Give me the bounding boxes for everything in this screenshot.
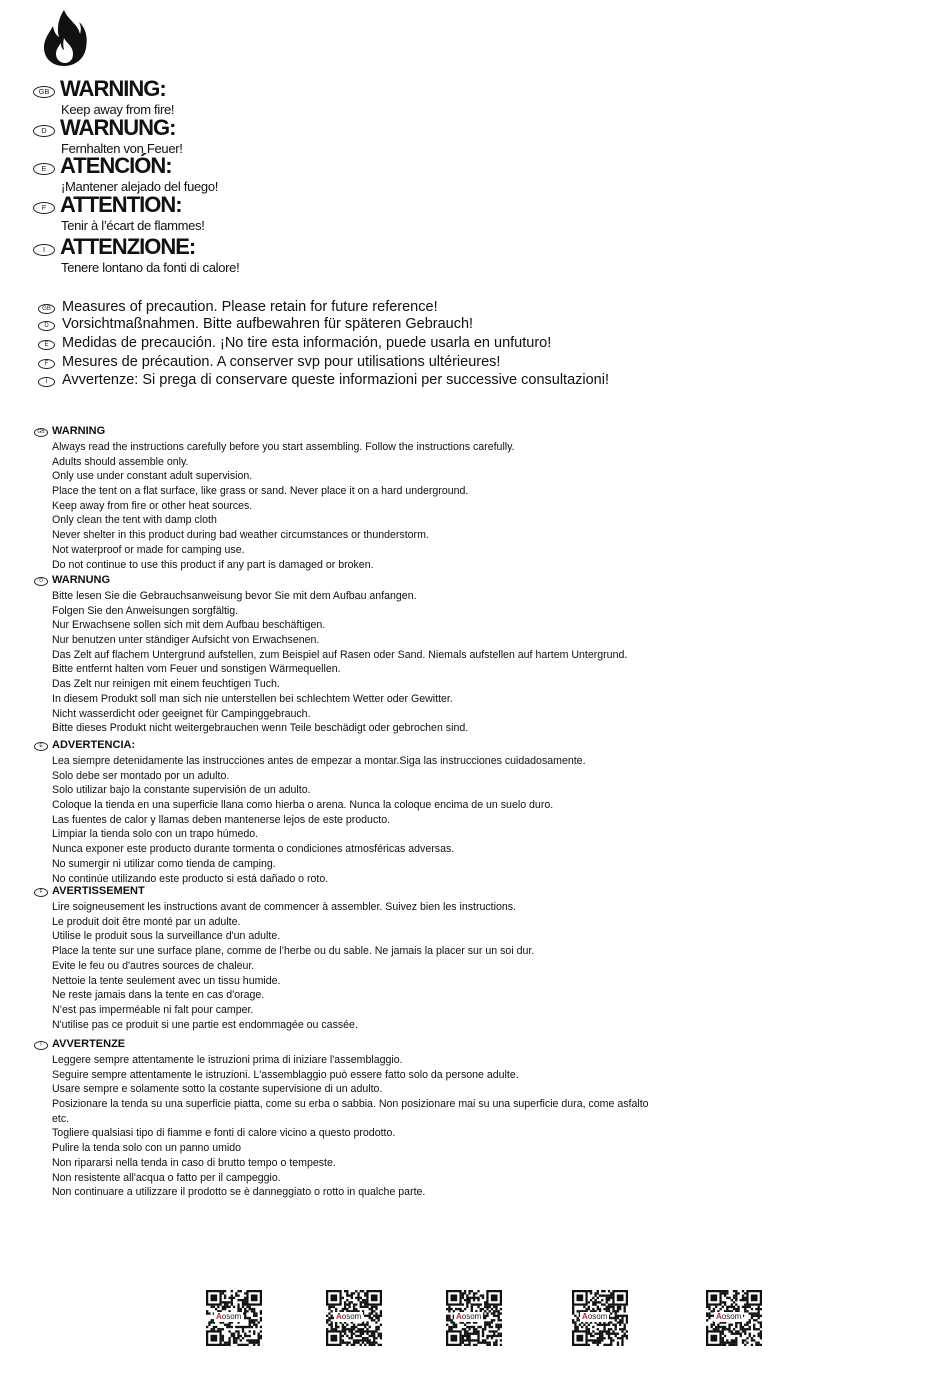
instruction-line: Nunca exponer este producto durante tormenta o condiciones atmosféricas adversas. <box>52 843 455 856</box>
warning-text: Tenir à l’écart de flammes! <box>61 218 205 233</box>
instruction-line: Do not continue to use this product if any part is damaged or broken. <box>52 558 374 571</box>
qr-brand-label: Aosom <box>336 1312 362 1321</box>
language-badge: E <box>34 742 48 751</box>
section-title: ADVERTENCIA: <box>52 739 136 751</box>
instruction-line: Folgen Sie den Anweisungen sorgfältig. <box>52 604 239 617</box>
instruction-line: Solo utilizar bajo la constante supervisión de un adulto. <box>52 784 311 797</box>
precaution-text: Vorsichtmaßnahmen. Bitte aufbewahren für späteren Gebrauch! <box>62 316 474 332</box>
section-title: WARNUNG <box>52 574 111 586</box>
section-title: AVVERTENZE <box>52 1038 126 1050</box>
instruction-line: Bitte dieses Produkt nicht weitergebrauchen wenn Teile beschädigt oder gebrochen sind. <box>52 722 469 735</box>
instruction-line: Always read the instructions carefully before you start assembling. Follow the instructions carefully. <box>52 441 515 453</box>
instruction-line: Lea siempre detenidamente las instrucciones antes de empezar a montar.Siga las instrucciones cuidadosamente. <box>52 755 586 767</box>
precaution-text: Measures of precaution. Please retain for future reference! <box>62 299 438 315</box>
instruction-line: Nettoie la tente seulement avec un tissu humide. <box>52 974 281 987</box>
section-title: WARNING <box>52 425 106 437</box>
instruction-line: Das Zelt nur reinigen mit einem feuchtigen Tuch. <box>52 678 280 691</box>
instruction-line: Nicht wasserdicht oder geeignet für Campinggebrauch. <box>52 707 311 720</box>
instruction-line: Das Zelt auf flachem Untergrund aufstellen, zum Beispiel auf Rasen oder Sand. Niemals aufstellen auf hartem Untergrund. <box>52 648 628 661</box>
instruction-line: Place the tent on a flat surface, like grass or sand. Never place it on a hard underground. <box>52 485 469 498</box>
instruction-line: Seguire sempre attentamente le istruzioni. L'assemblaggio può essere fatto solo da persone adulte. <box>52 1068 519 1081</box>
instruction-line: Usare sempre e solamente sotto la costante supervisione di un adulto. <box>52 1083 383 1096</box>
language-badge: F <box>34 888 48 897</box>
language-badge: D <box>34 577 48 586</box>
instruction-line: Le produit doit être monté par un adulte. <box>52 915 241 928</box>
instruction-line: Not waterproof or made for camping use. <box>52 543 245 556</box>
qr-brand-label: Aosom <box>716 1312 742 1321</box>
warning-title: ATTENZIONE: <box>60 234 196 259</box>
instruction-line: Keep away from fire or other heat sources. <box>52 499 253 512</box>
language-badge: D <box>38 321 55 331</box>
language-badge: GB <box>34 428 48 437</box>
instruction-line: Adults should assemble only. <box>52 455 189 468</box>
language-badge: I <box>33 244 55 256</box>
instruction-line: etc. <box>52 1112 70 1125</box>
instruction-line: Place la tente sur une surface plane, comme de l’herbe ou du sable. Ne jamais la placer sur un soi dur. <box>52 945 535 958</box>
warning-text: Fernhalten von Feuer! <box>61 141 183 156</box>
instruction-line: Never shelter in this product during bad weather circumstances or thunderstorm. <box>52 529 429 542</box>
instruction-line: Ne reste jamais dans la tente en cas d'orage. <box>52 989 265 1002</box>
qr-brand-label: Aosom <box>456 1312 482 1321</box>
instruction-line: Only clean the tent with damp cloth <box>52 514 217 527</box>
qr-code-icon <box>206 1290 262 1346</box>
instruction-line: Leggere sempre attentamente le istruzioni prima di iniziare l'assemblaggio. <box>52 1054 403 1066</box>
instruction-line: Only use under constant adult supervision. <box>52 470 253 483</box>
instruction-line: Coloque la tienda en una superficie llana como hierba o arena. Nunca la coloque encima de un suelo duro. <box>52 799 554 812</box>
language-badge: GB <box>38 304 55 314</box>
instruction-line: No sumergir ni utilizar como tienda de camping. <box>52 857 276 870</box>
language-badge: F <box>33 202 55 214</box>
section-lines <box>52 959 358 1032</box>
section-lines <box>52 1053 649 1200</box>
section-lines <box>52 440 515 572</box>
warning-text: Tenere lontano da fonti di calore! <box>61 260 240 275</box>
precaution-text: Medidas de precaución. ¡No tire esta información, puede usarla en unfuturo! <box>62 335 552 351</box>
warning-text: Keep away from fire! <box>61 102 175 117</box>
qr-code-icon <box>326 1290 382 1346</box>
instruction-line: Lire soigneusement les instructions avant de commencer à assembler. Suivez bien les instructions. <box>52 901 516 913</box>
instruction-line: Nur benutzen unter ständiger Aufsicht von Erwachsenen. <box>52 634 320 647</box>
instruction-line: In diesem Produkt soll man sich nie unterstellen bei schlechtem Wetter oder Gewitter. <box>52 692 453 705</box>
instruction-line: No continúe utilizando este producto si está dañado o roto. <box>52 872 329 885</box>
section-lines <box>52 754 586 886</box>
qr-brand-label: Aosom <box>216 1312 242 1321</box>
instruction-line: Posizionare la tenda su una superficie piatta, come su erba o sabbia. Non posizionare mai su una superficie dura, come asfalto <box>52 1098 649 1111</box>
instruction-line: N'utilise pas ce produit si une partie est endommagée ou cassée. <box>52 1018 358 1031</box>
qr-code-icon <box>572 1290 628 1346</box>
instruction-line: Las fuentes de calor y llamas deben mantenerse lejos de este producto. <box>52 813 391 826</box>
section-title: AVERTISSEMENT <box>52 885 145 897</box>
instruction-line: Togliere qualsiasi tipo di fiamme e fonti di calore vicino a questo prodotto. <box>52 1127 396 1140</box>
warning-title: ATTENTION: <box>60 192 182 217</box>
instruction-line: Non continuare a utilizzare il prodotto se è danneggiato o rotto in qualche parte. <box>52 1186 426 1199</box>
instruction-line: Bitte lesen Sie die Gebrauchsanweisung bevor Sie mit dem Aufbau anfangen. <box>52 590 417 602</box>
warning-text: ¡Mantener alejado del fuego! <box>61 179 219 194</box>
qr-code-icon <box>706 1290 762 1346</box>
precaution-text: Avvertenze: Si prega di conservare queste informazioni per successive consultazioni! <box>62 372 609 388</box>
language-badge: E <box>33 163 55 175</box>
language-badge: I <box>38 377 55 387</box>
instruction-line: Bitte entfernt halten vom Feuer und sonstigen Wärmequellen. <box>52 663 341 676</box>
warning-title: ATENCIÓN: <box>60 153 172 178</box>
precaution-text: Mesures de précaution. A conserver svp pour utilisations ultérieures! <box>62 354 501 370</box>
language-badge: F <box>38 359 55 369</box>
warning-title: WARNUNG: <box>60 115 176 140</box>
instruction-line: Utilise le produit sous la surveillance d'un adulte. <box>52 930 281 943</box>
section-lines <box>52 900 534 959</box>
flame-icon <box>40 8 90 68</box>
instruction-line: Evite le feu ou d'autres sources de chaleur. <box>52 960 255 972</box>
language-badge: GB <box>33 86 55 98</box>
section-lines <box>52 589 627 736</box>
qr-code-icon <box>446 1290 502 1346</box>
warning-title: WARNING: <box>60 76 166 101</box>
instruction-line: Pulire la tenda solo con un panno umido <box>52 1142 242 1155</box>
instruction-line: Non ripararsi nella tenda in caso di brutto tempo o tempeste. <box>52 1156 336 1169</box>
instruction-line: Nur Erwachsene sollen sich mit dem Aufbau beschäftigen. <box>52 619 326 632</box>
instruction-line: Limpiar la tienda solo con un trapo húmedo. <box>52 828 259 841</box>
instruction-line: N’est pas imperméable ni falt pour camper. <box>52 1004 254 1017</box>
language-badge: D <box>33 125 55 137</box>
qr-brand-label: Aosom <box>582 1312 608 1321</box>
instruction-line: Solo debe ser montado por un adulto. <box>52 769 230 782</box>
instruction-line: Non resistente all'acqua o fatto per il campeggio. <box>52 1171 281 1184</box>
language-badge: E <box>38 340 55 350</box>
language-badge: I <box>34 1041 48 1050</box>
